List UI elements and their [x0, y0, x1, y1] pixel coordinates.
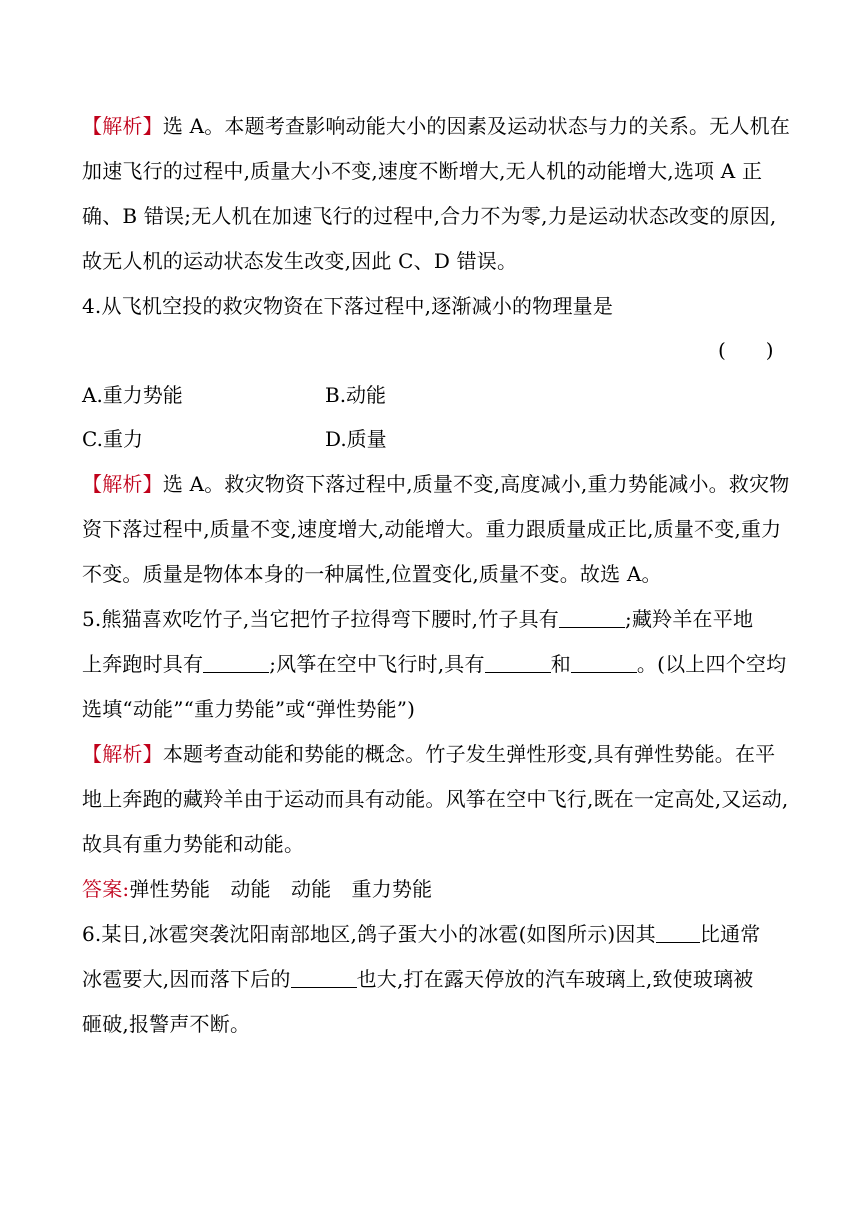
question-4-analysis-line-1	[82, 469, 790, 500]
question-6-line-3: 砸破,报警声不断。	[82, 1012, 251, 1036]
fill-blank[interactable]	[291, 969, 357, 988]
question-6-text: 比通常	[699, 922, 761, 946]
analysis-block-1-line-2: 加速飞行的过程中,质量大小不变,速度不断增大,无人机的动能增大,选项 A 正	[82, 159, 763, 183]
fill-blank[interactable]	[571, 654, 637, 673]
fill-blank[interactable]	[559, 609, 625, 628]
answer-parentheses: ( )	[718, 338, 774, 362]
question-5-text: 。(以上四个空均	[636, 652, 787, 676]
question-5-analysis-line-3: 故具有重力势能和动能。	[82, 832, 305, 856]
question-5-line-2	[82, 649, 787, 679]
question-6-line-1	[82, 919, 782, 949]
question-5-text: 5.熊猫喜欢吃竹子,当它把竹子拉得弯下腰时,竹子具有	[82, 607, 559, 631]
analysis-label: 【解析】	[82, 744, 163, 766]
question-5-text: ;风筝在空中飞行时,具有	[269, 652, 485, 676]
analysis-text: 本题考查动能和势能的概念。竹子发生弹性形变,具有弹性势能。在平	[162, 742, 776, 766]
question-4-analysis-line-2: 资下落过程中,质量不变,速度增大,动能增大。重力跟质量成正比,质量不变,重力	[82, 517, 782, 541]
analysis-block-1-line-4: 故无人机的运动状态发生改变,因此 C、D 错误。	[82, 249, 518, 273]
question-5-analysis-line-1	[82, 739, 782, 770]
question-5-analysis-line-2: 地上奔跑的藏羚羊由于运动而具有动能。风筝在空中飞行,既在一定高处,又运动,	[82, 787, 789, 811]
question-5-text: ;藏羚羊在平地	[625, 607, 754, 631]
answer-text: 弹性势能 动能 动能 重力势能	[129, 877, 433, 901]
analysis-label: 【解析】	[82, 116, 163, 138]
option-c: C.重力	[82, 427, 143, 451]
question-5-text: 和	[550, 652, 571, 676]
answer-label: 答案:	[82, 877, 130, 901]
analysis-label: 【解析】	[82, 474, 163, 496]
analysis-text: 选 A。救灾物资下落过程中,质量不变,高度减小,重力势能减小。救灾物	[162, 472, 790, 496]
analysis-text: 选 A。本题考查影响动能大小的因素及运动状态与力的关系。无人机在	[162, 114, 791, 138]
option-b: B.动能	[325, 383, 387, 407]
question-5-line-1	[82, 604, 782, 634]
option-d: D.质量	[325, 427, 387, 451]
fill-blank[interactable]	[485, 654, 551, 673]
question-4-analysis-line-3: 不变。质量是物体本身的一种属性,位置变化,质量不变。故选 A。	[82, 562, 662, 586]
question-6-text: 冰雹要大,因而落下后的	[82, 967, 291, 991]
fill-blank[interactable]	[203, 654, 269, 673]
question-6-text: 也大,打在露天停放的汽车玻璃上,致使玻璃被	[356, 967, 754, 991]
fill-blank[interactable]	[656, 924, 700, 943]
question-4-stem: 4.从飞机空投的救灾物资在下落过程中,逐渐减小的物理量是	[82, 294, 614, 318]
question-6-text: 6.某日,冰雹突袭沈阳南部地区,鸽子蛋大小的冰雹(如图所示)因其	[82, 922, 656, 946]
question-5-answer	[82, 874, 782, 904]
question-6-line-2	[82, 964, 782, 994]
analysis-block-1-line-3: 确、B 错误;无人机在加速飞行的过程中,合力不为零,力是运动状态改变的原因,	[82, 204, 777, 228]
option-a: A.重力势能	[82, 383, 183, 407]
question-5-text: 上奔跑时具有	[82, 652, 204, 676]
analysis-block-1-line-1	[82, 111, 791, 142]
question-5-line-3: 选填“动能”“重力势能”或“弹性势能”)	[82, 697, 416, 721]
